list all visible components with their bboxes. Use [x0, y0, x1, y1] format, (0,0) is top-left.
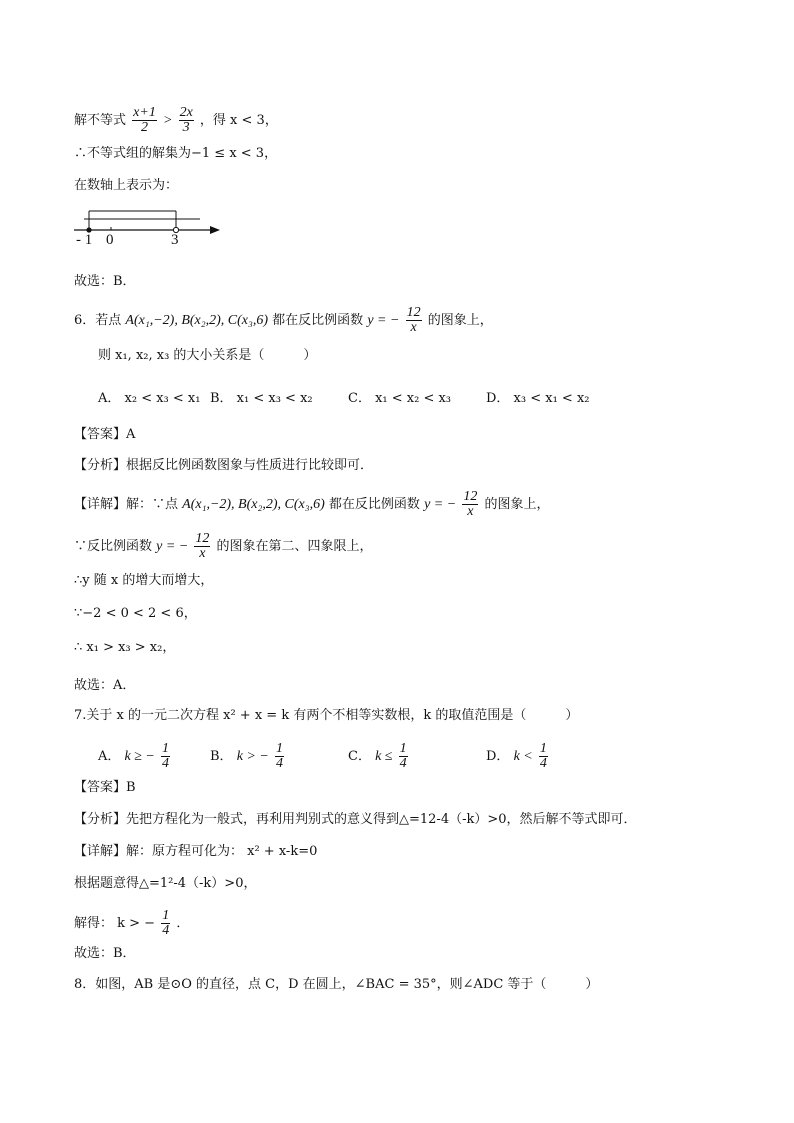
q7-option-a[interactable] — [98, 742, 172, 771]
q6-quadrant-func-den: x — [199, 546, 206, 561]
q7-option-a-frac — [161, 742, 170, 771]
q7-solve-frac — [161, 909, 170, 938]
q6-stem — [74, 306, 493, 335]
q7-solve-num: 1 — [162, 908, 170, 923]
q7-option-a-label: A． — [98, 749, 121, 764]
q7-solve-prefix: 解得： k > − — [74, 916, 156, 931]
q6-detail-suffix: 都在反比例函数 — [328, 497, 420, 512]
q7-option-d-rel: k < — [513, 749, 533, 764]
q5-frac-right-num: 2x — [179, 105, 193, 120]
numberline-label-3: 3 — [171, 232, 179, 248]
q6-option-a[interactable]: A． x₂ < x₃ < x₁ — [98, 391, 201, 406]
q7-option-c-rel: k ≤ — [375, 749, 393, 764]
q5-gt: > — [162, 113, 173, 128]
q7-option-a-rel: k ≥ − — [124, 749, 155, 764]
q5-result: ，得 x < 3， — [199, 113, 278, 128]
q7-choice: 故选：B． — [74, 946, 136, 961]
q5-solve-line — [74, 106, 278, 135]
number-line-figure — [70, 203, 230, 253]
q7-option-b-label: B． — [210, 749, 233, 764]
q6-option-d[interactable]: D． x₃ < x₁ < x₂ — [486, 391, 590, 406]
q7-answer: 【答案】B — [74, 780, 136, 795]
number-line-arrow — [210, 226, 220, 234]
q7-option-b-den: 4 — [275, 756, 283, 771]
q7-solve-suffix: ． — [176, 916, 190, 931]
q5-frac-left-den: 2 — [140, 120, 148, 135]
q6-detail-points: A(x₁,−2), B(x₂,2), C(x₃,6) — [182, 497, 325, 512]
q6-result-line: ∴ x₁ > x₃ > x₂， — [74, 640, 176, 655]
q7-option-c-den: 4 — [399, 756, 407, 771]
q6-choice: 故选：A． — [74, 678, 136, 693]
q6-detail-func-lhs: y = − — [424, 497, 457, 512]
q6-detail — [74, 490, 549, 519]
q6-detail-func-num: 12 — [463, 489, 478, 504]
q7-option-a-den: 4 — [162, 756, 170, 771]
q6-detail-func-frac — [462, 490, 478, 519]
q5-frac-left — [132, 106, 157, 135]
q7-option-c-frac — [399, 742, 408, 771]
q6-quadrant-func-lhs: y = − — [156, 539, 189, 554]
q7-analysis: 【分析】先把方程化为一般式，再利用判别式的意义得到△=12-4（-k）>0，然后解不等式即可． — [74, 812, 637, 827]
q7-option-d-num: 1 — [539, 741, 547, 756]
q6-analysis: 【分析】根据反比例函数图象与性质进行比较即可． — [74, 458, 374, 473]
q7-detail: 【详解】解：原方程可化为： x² + x-k=0 — [74, 844, 318, 859]
q7-option-d-label: D． — [486, 749, 510, 764]
q6-points: A(x₁,−2), B(x₂,2), C(x₃,6) — [125, 313, 269, 328]
q7-solve-line — [74, 909, 189, 938]
q6-quadrant-suffix: 的图象在第二、四象限上， — [216, 539, 373, 554]
q5-frac-right — [179, 106, 194, 135]
numberline-label-neg1: - 1 — [76, 232, 93, 248]
q6-increase-line: ∴y 随 x 的增大而增大， — [74, 573, 214, 588]
q8-stem: 8．如图，AB 是⊙O 的直径，点 C，D 在圆上，∠BAC = 35°，则∠ADC 等于（ ） — [74, 977, 599, 992]
q6-func-lhs: y = − — [367, 313, 400, 328]
q7-option-a-num: 1 — [162, 741, 170, 756]
q7-option-c-label: C． — [348, 749, 371, 764]
q5-solution-set: ∴不等式组的解集为−1 ≤ x < 3， — [74, 146, 278, 161]
q7-option-b[interactable] — [210, 742, 286, 771]
q6-sub-question: 则 x₁, x₂, x₃ 的大小关系是（ ） — [98, 348, 317, 363]
q6-quadrant-line — [74, 532, 373, 561]
q6-detail-end: 的图象上， — [484, 497, 550, 512]
q7-option-c[interactable] — [348, 742, 410, 771]
q7-option-d-den: 4 — [539, 756, 547, 771]
q5-numberline-intro: 在数轴上表示为： — [74, 178, 179, 193]
q6-quadrant-func-frac — [194, 532, 210, 561]
q6-stem-prefix: 6．若点 — [74, 313, 122, 328]
q6-answer: 【答案】A — [74, 427, 136, 442]
q5-answer: 故选：B． — [74, 274, 136, 289]
q7-option-b-num: 1 — [275, 741, 283, 756]
q6-quadrant-prefix: ∵反比例函数 — [74, 539, 153, 554]
q6-stem-suffix: 的图象上， — [427, 313, 493, 328]
q7-option-c-num: 1 — [399, 741, 407, 756]
q6-stem-mid: 都在反比例函数 — [272, 313, 364, 328]
q5-solve-prefix: 解不等式 — [74, 113, 127, 128]
q6-func-num: 12 — [406, 305, 421, 320]
q6-option-c[interactable]: C． x₁ < x₂ < x₃ — [348, 391, 452, 406]
q7-solve-den: 4 — [162, 923, 170, 938]
q7-discriminant: 根据题意得△=1²-4（-k）>0， — [74, 876, 257, 891]
q6-detail-prefix: 【详解】解：∵点 — [74, 497, 179, 512]
q5-frac-left-num: x+1 — [133, 105, 156, 120]
q7-option-b-rel: k > − — [236, 749, 269, 764]
q6-option-b[interactable]: B． x₁ < x₃ < x₂ — [210, 391, 313, 406]
q6-quadrant-func-num: 12 — [195, 531, 210, 546]
q6-func-frac — [406, 306, 422, 335]
q6-detail-func-den: x — [467, 504, 474, 519]
q7-option-d-frac — [539, 742, 548, 771]
q6-compare-line: ∵−2 < 0 < 2 < 6， — [74, 606, 197, 621]
q7-option-d[interactable] — [486, 742, 550, 771]
numberline-label-0: 0 — [106, 232, 114, 248]
q5-frac-right-den: 3 — [182, 120, 190, 135]
q7-option-b-frac — [275, 742, 284, 771]
q7-stem: 7.关于 x 的一元二次方程 x² + x = k 有两个不相等实数根，k 的取值范围是（ ） — [74, 708, 579, 723]
q6-func-den: x — [410, 320, 417, 335]
